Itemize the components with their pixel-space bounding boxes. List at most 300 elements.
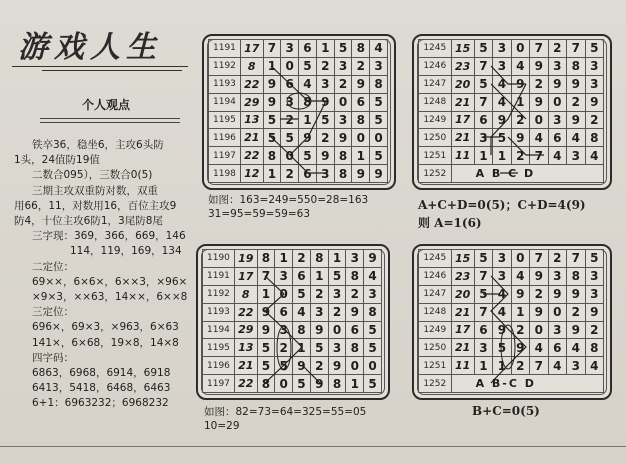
- note-line: 三字现：369，366，669，146: [32, 230, 186, 243]
- grid-row: [419, 57, 604, 75]
- digit-cell: 9: [328, 357, 346, 375]
- digit-cell: 3: [328, 285, 346, 303]
- digit-cell: 9: [352, 75, 370, 93]
- note-line: 铁卒36，稳坐6，主攻6头防: [32, 139, 164, 151]
- grid-row: [209, 93, 388, 111]
- digit-cell: 4: [364, 267, 382, 285]
- note-line: 三定位：: [32, 306, 74, 319]
- grid-row: [419, 147, 604, 165]
- digit-cell: 5: [474, 285, 492, 303]
- grid-caption-line: A+C+D=0(5)；C+D=4(9): [418, 198, 586, 212]
- digit-cell: 2: [310, 285, 328, 303]
- digit-cell: 9: [257, 303, 275, 321]
- issue-number-cell: 1193: [209, 75, 241, 93]
- issue-number-cell: 1191: [209, 40, 241, 58]
- digit-cell: 2: [511, 111, 529, 129]
- digit-cell: 5: [257, 339, 275, 357]
- trend-grid-table: [418, 39, 604, 183]
- note-line: 三期主攻双重防对数，双重: [32, 184, 158, 197]
- digit-cell: 1: [493, 357, 511, 375]
- digit-cell: 2: [548, 40, 566, 58]
- sum-cell: 19: [234, 250, 257, 268]
- sum-cell: 11: [451, 147, 474, 165]
- digit-cell: 9: [352, 165, 370, 183]
- digit-cell: 9: [299, 129, 317, 147]
- grid-row: [209, 75, 388, 93]
- digit-cell: 2: [310, 357, 328, 375]
- sum-cell: 21: [240, 129, 263, 147]
- issue-number-cell: 1245: [419, 40, 452, 58]
- sum-cell: 29: [240, 93, 263, 111]
- digit-cell: 7: [474, 303, 492, 321]
- digit-cell: 1: [474, 357, 492, 375]
- digit-cell: 0: [334, 93, 352, 111]
- issue-number-cell: 1197: [203, 375, 235, 393]
- digit-cell: 2: [281, 111, 299, 129]
- sum-cell: 21: [451, 339, 474, 357]
- issue-number-cell: 1250: [419, 339, 452, 357]
- issue-number-cell: 1248: [419, 93, 452, 111]
- digit-cell: 7: [567, 250, 585, 268]
- sum-cell: 21: [234, 357, 257, 375]
- digit-cell: 9: [530, 267, 548, 285]
- digit-cell: 5: [293, 285, 311, 303]
- digit-cell: 5: [263, 111, 281, 129]
- digit-cell: 2: [316, 57, 334, 75]
- digit-cell: 3: [548, 111, 566, 129]
- digit-cell: 4: [493, 75, 511, 93]
- issue-number-cell: 1249: [419, 111, 452, 129]
- grid-row: [203, 339, 382, 357]
- digit-cell: 8: [346, 339, 364, 357]
- grid-row: [419, 303, 604, 321]
- column-title: 游戏人生: [18, 30, 162, 65]
- issue-number-cell: 1198: [209, 165, 241, 183]
- digit-cell: 1: [328, 250, 346, 268]
- digit-cell: 3: [474, 129, 492, 147]
- digit-cell: 7: [530, 40, 548, 58]
- digit-cell: 9: [493, 111, 511, 129]
- digit-cell: 6: [299, 40, 317, 58]
- trend-grid-table: [208, 39, 388, 183]
- issue-number-cell: 1248: [419, 303, 452, 321]
- digit-cell: 3: [370, 57, 388, 75]
- subhead-rule: [40, 118, 180, 123]
- digit-cell: 8: [364, 303, 382, 321]
- sum-cell: 22: [240, 75, 263, 93]
- digit-cell: 3: [548, 57, 566, 75]
- digit-cell: 3: [474, 339, 492, 357]
- digit-cell: 0: [328, 321, 346, 339]
- grid-row: [203, 250, 382, 268]
- digit-cell: 8: [328, 375, 346, 393]
- digit-cell: 6: [474, 111, 492, 129]
- digit-cell: 3: [334, 57, 352, 75]
- digit-cell: 5: [263, 129, 281, 147]
- grid-row: [209, 129, 388, 147]
- digit-cell: 8: [334, 147, 352, 165]
- digit-cell: 3: [310, 303, 328, 321]
- digit-cell: 4: [585, 147, 604, 165]
- digit-cell: 4: [299, 75, 317, 93]
- note-line: 1头，24值防19值: [14, 154, 100, 167]
- digit-cell: 7: [474, 57, 492, 75]
- digit-cell: 3: [493, 57, 511, 75]
- digit-cell: 9: [567, 75, 585, 93]
- note-line: 114，119，169，134: [70, 245, 182, 258]
- issue-number-cell: 1246: [419, 267, 452, 285]
- digit-cell: 0: [548, 93, 566, 111]
- digit-cell: 2: [585, 111, 604, 129]
- trend-grid-table: [202, 249, 382, 393]
- sum-cell: 17: [240, 40, 263, 58]
- grid-caption-line: 则 A=1(6): [418, 216, 482, 230]
- grid-row: [419, 129, 604, 147]
- sum-cell: 12: [240, 165, 263, 183]
- digit-cell: 4: [585, 357, 604, 375]
- grid-row: [419, 165, 604, 183]
- digit-cell: 9: [293, 357, 311, 375]
- digit-cell: 3: [328, 339, 346, 357]
- digit-cell: 5: [328, 267, 346, 285]
- issue-number-cell: 1195: [209, 111, 241, 129]
- grid-row: [419, 339, 604, 357]
- digit-cell: 0: [364, 357, 382, 375]
- digit-cell: 2: [567, 93, 585, 111]
- prediction-placeholder-cell: A B-C D: [451, 375, 603, 393]
- digit-cell: 8: [263, 147, 281, 165]
- sum-cell: 11: [451, 357, 474, 375]
- digit-cell: 4: [293, 303, 311, 321]
- issue-number-cell: 1195: [203, 339, 235, 357]
- digit-cell: 3: [548, 321, 566, 339]
- digit-cell: 5: [364, 375, 382, 393]
- digit-cell: 2: [567, 303, 585, 321]
- digit-cell: 4: [511, 57, 529, 75]
- digit-cell: 2: [316, 129, 334, 147]
- grid-caption-line: B+C=0(5): [472, 404, 540, 418]
- issue-number-cell: 1252: [419, 375, 452, 393]
- digit-cell: 3: [567, 357, 585, 375]
- digit-cell: 5: [275, 357, 293, 375]
- digit-cell: 2: [511, 357, 529, 375]
- digit-cell: 5: [364, 339, 382, 357]
- issue-number-cell: 1251: [419, 357, 452, 375]
- digit-cell: 1: [275, 250, 293, 268]
- grid-row: [203, 303, 382, 321]
- title-ornament-rule: [12, 66, 188, 72]
- digit-cell: 3: [316, 75, 334, 93]
- issue-number-cell: 1245: [419, 250, 452, 268]
- digit-cell: 3: [493, 250, 511, 268]
- digit-cell: 4: [370, 40, 388, 58]
- digit-cell: 1: [352, 147, 370, 165]
- digit-cell: 2: [548, 250, 566, 268]
- digit-cell: 9: [316, 147, 334, 165]
- digit-cell: 2: [585, 321, 604, 339]
- grid-row: [209, 147, 388, 165]
- issue-number-cell: 1190: [203, 250, 235, 268]
- issue-number-cell: 1192: [203, 285, 235, 303]
- digit-cell: 5: [364, 321, 382, 339]
- digit-cell: 6: [548, 129, 566, 147]
- grid-row: [419, 75, 604, 93]
- digit-cell: 5: [585, 250, 604, 268]
- digit-cell: 0: [530, 111, 548, 129]
- analysis-notes: [14, 138, 194, 428]
- issue-number-cell: 1191: [203, 267, 235, 285]
- grid-row: [203, 321, 382, 339]
- digit-cell: 9: [548, 75, 566, 93]
- digit-cell: 4: [493, 285, 511, 303]
- digit-cell: 2: [511, 321, 529, 339]
- digit-cell: 2: [281, 165, 299, 183]
- digit-cell: 8: [257, 375, 275, 393]
- grid-row: [419, 357, 604, 375]
- digit-cell: 5: [281, 129, 299, 147]
- digit-cell: 9: [370, 165, 388, 183]
- digit-cell: 5: [334, 40, 352, 58]
- digit-cell: 9: [316, 93, 334, 111]
- digit-cell: 4: [548, 357, 566, 375]
- grid-row: [209, 57, 388, 75]
- grid-row: [209, 40, 388, 58]
- sum-cell: 21: [451, 129, 474, 147]
- digit-cell: 7: [263, 40, 281, 58]
- digit-cell: 5: [370, 93, 388, 111]
- digit-cell: 2: [328, 303, 346, 321]
- digit-cell: 3: [567, 147, 585, 165]
- digit-cell: 5: [474, 250, 492, 268]
- digit-cell: 5: [293, 375, 311, 393]
- digit-cell: 1: [493, 147, 511, 165]
- digit-cell: 9: [530, 57, 548, 75]
- digit-cell: 9: [334, 129, 352, 147]
- grid-row: [419, 111, 604, 129]
- digit-cell: 8: [370, 75, 388, 93]
- digit-cell: 4: [567, 339, 585, 357]
- digit-cell: 8: [567, 267, 585, 285]
- grid-row: [419, 40, 604, 58]
- grid-caption-line: 31=95=59=59=63: [208, 208, 310, 220]
- note-line: 用66，11，对数用16，百位主攻9: [14, 199, 177, 212]
- issue-number-cell: 1247: [419, 75, 452, 93]
- digit-cell: 5: [474, 75, 492, 93]
- grid-row: [203, 267, 382, 285]
- digit-cell: 1: [511, 93, 529, 111]
- digit-cell: 7: [530, 357, 548, 375]
- digit-cell: 6: [548, 339, 566, 357]
- digit-cell: 1: [346, 375, 364, 393]
- digit-cell: 5: [310, 339, 328, 357]
- trend-grid-table: [418, 249, 604, 393]
- issue-number-cell: 1196: [203, 357, 235, 375]
- digit-cell: 5: [370, 147, 388, 165]
- digit-cell: 0: [281, 147, 299, 165]
- digit-cell: 7: [474, 267, 492, 285]
- digit-cell: 9: [263, 75, 281, 93]
- digit-cell: 8: [352, 111, 370, 129]
- digit-cell: 9: [530, 303, 548, 321]
- digit-cell: 4: [530, 339, 548, 357]
- issue-number-cell: 1194: [203, 321, 235, 339]
- digit-cell: 1: [299, 111, 317, 129]
- digit-cell: 9: [257, 321, 275, 339]
- digit-cell: 9: [585, 93, 604, 111]
- note-line: 二数合095），三数合0(5): [32, 169, 153, 182]
- digit-cell: 7: [567, 40, 585, 58]
- sum-cell: 13: [240, 111, 263, 129]
- digit-cell: 4: [567, 129, 585, 147]
- grid-row: [419, 285, 604, 303]
- digit-cell: 0: [352, 129, 370, 147]
- digit-cell: 1: [257, 285, 275, 303]
- digit-cell: 9: [493, 321, 511, 339]
- sum-cell: 22: [234, 303, 257, 321]
- issue-number-cell: 1252: [419, 165, 452, 183]
- digit-cell: 3: [275, 267, 293, 285]
- digit-cell: 3: [548, 267, 566, 285]
- digit-cell: 2: [346, 285, 364, 303]
- digit-cell: 0: [275, 375, 293, 393]
- digit-cell: 5: [585, 40, 604, 58]
- digit-cell: 9: [310, 375, 328, 393]
- note-line: 6863，6968，6914，6918: [32, 367, 171, 380]
- digit-cell: 6: [346, 321, 364, 339]
- digit-cell: 3: [585, 57, 604, 75]
- sum-cell: 22: [234, 375, 257, 393]
- digit-cell: 7: [530, 250, 548, 268]
- digit-cell: 6: [281, 75, 299, 93]
- digit-cell: 2: [530, 75, 548, 93]
- grid-row: [419, 321, 604, 339]
- digit-cell: 5: [316, 111, 334, 129]
- digit-cell: 4: [493, 93, 511, 111]
- issue-number-cell: 1193: [203, 303, 235, 321]
- digit-cell: 3: [281, 40, 299, 58]
- digit-cell: 5: [299, 57, 317, 75]
- digit-cell: 7: [530, 147, 548, 165]
- digit-cell: 0: [511, 250, 529, 268]
- note-line: 6413，5418，6468，6463: [32, 382, 171, 395]
- issue-number-cell: 1192: [209, 57, 241, 75]
- digit-cell: 9: [567, 321, 585, 339]
- digit-cell: 2: [530, 285, 548, 303]
- digit-cell: 6: [275, 303, 293, 321]
- digit-cell: 1: [474, 147, 492, 165]
- grid-row: [203, 357, 382, 375]
- digit-cell: 3: [346, 250, 364, 268]
- grid-caption-line: 如图：82=73=64=325=55=05: [204, 406, 367, 418]
- digit-cell: 8: [585, 129, 604, 147]
- digit-cell: 0: [530, 321, 548, 339]
- digit-cell: 2: [352, 57, 370, 75]
- digit-cell: 6: [474, 321, 492, 339]
- digit-cell: 2: [334, 75, 352, 93]
- digit-cell: 3: [316, 165, 334, 183]
- note-line: 四字码：: [32, 351, 74, 364]
- sum-cell: 21: [451, 93, 474, 111]
- digit-cell: 3: [334, 111, 352, 129]
- digit-cell: 5: [370, 111, 388, 129]
- digit-cell: 3: [493, 267, 511, 285]
- digit-cell: 7: [257, 267, 275, 285]
- digit-cell: 9: [567, 111, 585, 129]
- digit-cell: 0: [511, 40, 529, 58]
- digit-cell: 5: [493, 339, 511, 357]
- sum-cell: 20: [451, 75, 474, 93]
- digit-cell: 3: [275, 321, 293, 339]
- digit-cell: 3: [281, 93, 299, 111]
- grid-row: [419, 267, 604, 285]
- note-line: ×9×3，××63，14××，6××8: [32, 291, 188, 304]
- digit-cell: 9: [585, 303, 604, 321]
- digit-cell: 3: [493, 40, 511, 58]
- digit-cell: 5: [474, 40, 492, 58]
- digit-cell: 9: [511, 129, 529, 147]
- note-line: 141×，6×68，19×8，14×8: [32, 336, 179, 349]
- issue-number-cell: 1249: [419, 321, 452, 339]
- sum-cell: 23: [451, 57, 474, 75]
- sum-cell: 17: [451, 111, 474, 129]
- digit-cell: 6: [293, 267, 311, 285]
- issue-number-cell: 1246: [419, 57, 452, 75]
- digit-cell: 4: [493, 303, 511, 321]
- digit-cell: 7: [474, 93, 492, 111]
- digit-cell: 3: [585, 75, 604, 93]
- sum-cell: 15: [451, 250, 474, 268]
- sum-cell: 13: [234, 339, 257, 357]
- digit-cell: 3: [585, 285, 604, 303]
- digit-cell: 1: [316, 40, 334, 58]
- sum-cell: 17: [234, 267, 257, 285]
- digit-cell: 8: [299, 93, 317, 111]
- digit-cell: 0: [275, 285, 293, 303]
- sum-cell: 15: [451, 40, 474, 58]
- note-line: 69××，6×6×，6××3，×96×: [32, 275, 188, 288]
- grid-row: [419, 375, 604, 393]
- grid-row: [203, 285, 382, 303]
- note-line: 6+1：6963232；6968232: [32, 397, 169, 410]
- digit-cell: 3: [585, 267, 604, 285]
- digit-cell: 9: [346, 303, 364, 321]
- digit-cell: 0: [370, 129, 388, 147]
- digit-cell: 9: [548, 285, 566, 303]
- digit-cell: 9: [530, 93, 548, 111]
- issue-number-cell: 1247: [419, 285, 452, 303]
- digit-cell: 1: [263, 57, 281, 75]
- section-subhead: 个人观点: [81, 98, 130, 112]
- grid-caption-line: 如图：163=249=550=28=163: [208, 194, 369, 206]
- issue-number-cell: 1250: [419, 129, 452, 147]
- digit-cell: 1: [310, 267, 328, 285]
- digit-cell: 6: [352, 93, 370, 111]
- digit-cell: 3: [364, 285, 382, 303]
- digit-cell: 2: [293, 250, 311, 268]
- issue-number-cell: 1196: [209, 129, 241, 147]
- grid-row: [209, 111, 388, 129]
- sum-cell: 29: [234, 321, 257, 339]
- digit-cell: 4: [530, 129, 548, 147]
- digit-cell: 9: [511, 339, 529, 357]
- digit-cell: 8: [310, 250, 328, 268]
- sum-cell: 8: [240, 57, 263, 75]
- grid-row: [419, 93, 604, 111]
- sum-cell: 23: [451, 267, 474, 285]
- sum-cell: 20: [451, 285, 474, 303]
- grid-row: [203, 375, 382, 393]
- sum-cell: 17: [451, 321, 474, 339]
